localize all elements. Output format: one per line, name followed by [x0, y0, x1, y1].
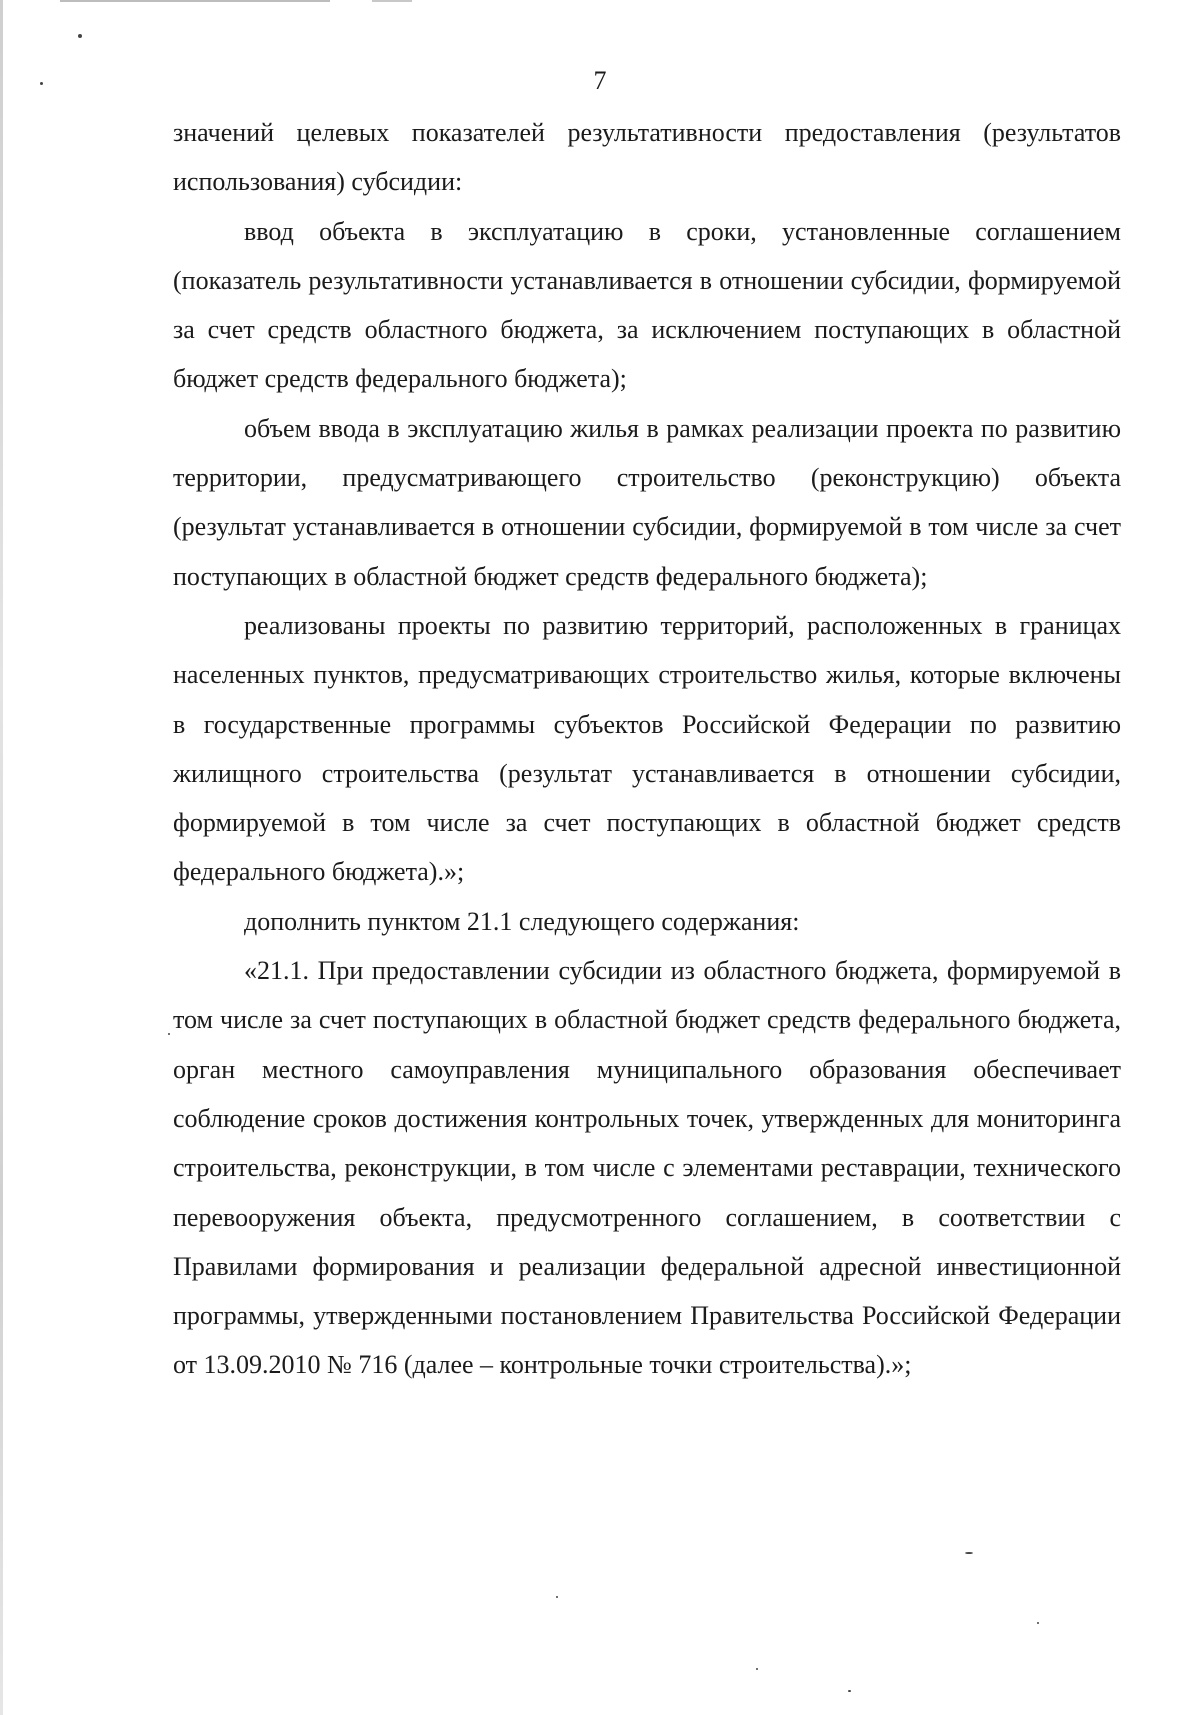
scan-speck [78, 34, 82, 38]
page-number: 7 [593, 66, 607, 95]
paragraph: реализованы проекты по развитию территорий, расположенных в границах населенных пунктов, предусматривающих строительство жилья, которые включены в государственные программы субъектов Российской Федерации по развитию жилищного строительства (результат устанавливается в отношении субсидии, формируемой в том числе за счет поступающих в областной бюджет средств федерального бюджета).»; [173, 610, 1121, 887]
scan-speck [168, 1033, 170, 1035]
scan-speck [756, 1668, 758, 1670]
binding-edge [0, 0, 3, 1715]
paragraph: «21.1. При предоставлении субсидии из областного бюджета, формируемой в том числе за счет поступающих в областной бюджет средств федерального бюджета, орган местного самоуправления муниципального образования обеспечивает соблюдение сроков достижения контрольных точек, утвержденных для мониторинга строительства, реконструкции, в том числе с элементами реставрации, технического перевооружения объекта, предусмотренного соглашением, в соответствии с Правилами формирования и реализации федеральной адресной инвестиционной программы, утвержденными постановлением Правительства Российской Федерации от 13.09.2010 № 716 (далее – контрольные точки строительства).»; [173, 956, 1121, 1380]
scan-speck [965, 1552, 973, 1554]
scan-top-rule [60, 0, 330, 2]
paragraph: объем ввода в эксплуатацию жилья в рамках реализации проекта по развитию территории, предусматривающего строительство (реконструкцию) объекта (результат устанавливается в отношении субсидии, формируемой в том числе за счет поступающих в областной бюджет средств федерального бюджета); [173, 413, 1121, 591]
scan-top-rule [372, 0, 412, 2]
document-body [173, 108, 1121, 1390]
scan-speck [848, 1690, 851, 1692]
scan-speck [556, 1596, 558, 1598]
paragraph: ввод объекта в эксплуатацию в сроки, установленные соглашением (показатель результативности устанавливается в отношении субсидии, формируемой за счет средств областного бюджета, за исключением поступающих в областной бюджет средств федерального бюджета); [173, 216, 1121, 394]
paragraph: значений целевых показателей результативности предоставления (результатов использования) субсидии: [173, 118, 1121, 197]
scan-speck [1037, 1622, 1039, 1624]
paragraph: дополнить пунктом 21.1 следующего содержания: [244, 906, 800, 936]
